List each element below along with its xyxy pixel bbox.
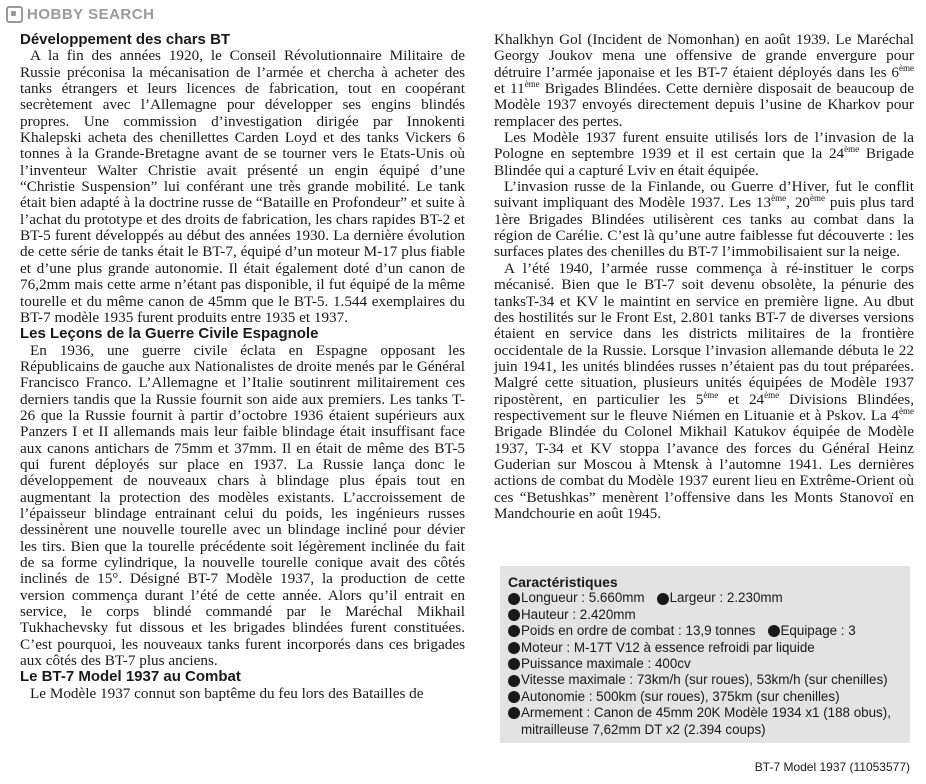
spec-row-autonomie — [508, 689, 902, 705]
heading-combat: Le BT-7 Model 1937 au Combat — [20, 668, 241, 686]
bullet-icon — [768, 625, 780, 637]
spec-poids: Poids en ordre de combat : 13,9 tonnes — [521, 623, 756, 639]
paragraph-developpement: A la fin des années 1920, le Conseil Révolutionnaire Militaire de Russie préconisa la mécanisation de l’armée et chercha à acheter des tanks étrangers et leurs licences de fabrication, tout en coopérant secrètement avec l’Allemagne pour développer ses engins blindés propres. Une commission d’investigation dirigée par Innokenti Khalepski acheta des chenillettes Carden Loyd et des tanks Vickers 6 tonnes à la Grande-Bretagne avant de se tourner vers le Etats-Unis où l’inventeur Walter Christie avait présenté un engin équipé d’une “Christie Suspension” lui conférant une très grande mobilité. Le tank était bien adapté à la doctrine russe de “Bataille en Profondeur” et suite à l’achat du prototype et des droits de fabrication, les chars rapides BT-2 et BT-5 furent développés au début des années 1930. La dernière évolution de cette série de tanks était le BT-7, équipé d’un moteur M-17 plus fiable et d’une plus grande autonomie. Il était également doté d’un canon de 76,2mm mais cette arme n’étant pas disponible, il fut équipé de la même tourelle et du même canon de 45mm que le BT-5. 1.544 exemplaires du BT-7 modèle 1935 furent produits entre 1935 et 1937. — [20, 47, 465, 326]
paragraph-finlande: L’invasion russe de la Finlande, ou Guerre d’Hiver, fut le conflit suivant impliquant des Modèle 1937. Les 13ème, 20ème puis plus tard 1ère Brigades Blindées utilisèrent ces tanks au combat dans la région de Carélie. C’est là qu’une autre faiblesse fut découverte : les surfaces plates des chenilles du BT-7 l’immobilisaient sur la neige. — [494, 178, 915, 261]
spec-moteur: Moteur : M-17T V12 à essence refroidi par liquide — [521, 639, 815, 655]
watermark-text: HOBBY SEARCH — [27, 5, 155, 23]
page-caption: BT-7 Model 1937 (11053577) — [754, 760, 910, 774]
heading-guerre-civile: Les Leçons de la Guerre Civile Espagnole — [20, 325, 319, 343]
paragraph-1940-1945: A l’été 1940, l’armée russe commença à ré-instituer le corps mécanisé. Bien que le BT-7 soit devenu obsolète, la pénurie des tanksT-34 et KV le maintint en service en première ligne. Au dbut des hostilités sur le Front Est, 2.801 tanks BT-7 de diverses versions étaient en service dans les districts militaires de la frontière occidentale de la Russie. Lorsque l’invasion allemande débuta le 22 juin 1941, les unités blindées russes n’étaient pas du tout préparées. Malgré cette situation, plusieurs unités équipées de Modèle 1937 ripostèrent, en particulier les 5ème et 24ème Divisions Blindées, respectivement sur le fleuve Niémen en Lituanie et à Pskov. La 4ème Brigade Blindée du Colonel Mikhail Katukov équipée de Modèle 1937, T-34 et KV stoppa l’avance des forces du Général Heinz Guderian sur Moscou à Mtensk à l’automne 1941. Les dernières actions de combat du Modèle 1937 eurent lieu en Extrême-Orient où ces “Betushkas” menèrent l’offensive dans les Monts Stanovoï en Mandchourie en août 1945. — [494, 259, 914, 522]
spec-row-moteur — [508, 640, 902, 656]
spec-puissance: Puissance maximale : 400cv — [521, 656, 691, 672]
bullet-icon — [508, 658, 520, 670]
spec-armement: Armement : Canon de 45mm 20K Modèle 1934 x1 (188 obus), — [521, 705, 891, 721]
spec-autonomie: Autonomie : 500km (sur roues), 375km (sur chenilles) — [521, 688, 840, 704]
spec-row-poids — [508, 623, 902, 639]
bullet-icon — [508, 691, 520, 703]
spec-row-vitesse — [508, 672, 902, 688]
bullet-icon — [508, 593, 520, 605]
bullet-icon — [508, 675, 520, 687]
bullet-icon — [508, 707, 520, 719]
spec-armement-continued: mitrailleuse 7,62mm DT x2 (2.394 coups) — [521, 721, 766, 737]
hobby-search-logo-icon — [6, 6, 23, 23]
left-column — [20, 32, 465, 702]
paragraph-pologne: Les Modèle 1937 furent ensuite utilisés lors de l’invasion de la Pologne en septembre 1939 et il est certain que la 24ème Brigade Blindée qui a capturé Lviv en était équipée. — [494, 129, 914, 179]
bullet-icon — [508, 609, 520, 621]
bullet-icon — [508, 625, 520, 637]
specifications-title: Caractéristiques — [508, 574, 618, 590]
spec-longueur: Longueur : 5.660mm — [521, 590, 645, 606]
bullet-icon — [508, 642, 520, 654]
spec-row-dimensions — [508, 590, 902, 606]
bullet-icon — [657, 593, 669, 605]
spec-vitesse: Vitesse maximale : 73km/h (sur roues), 53km/h (sur chenilles) — [521, 672, 888, 688]
specifications-box — [500, 566, 910, 743]
spec-hauteur: Hauteur : 2.420mm — [521, 606, 636, 622]
hobby-search-watermark — [6, 4, 154, 24]
right-column — [494, 32, 914, 522]
paragraph-guerre-civile: En 1936, une guerre civile éclata en Espagne opposant les Républicains de gauche aux Nationalistes de droite menés par le Général Francisco Franco. L’Allemagne et l’Italie soutinrent militairement ces derniers tandis que la Russie fournit son aide aux premiers. Les tanks T-26 que la Russie fournit à partir d’octobre 1936 étaient supérieurs aux Panzers I et II allemands mais leur faible blindage était insuffisant face aux canons antichars de 75mm et 37mm. Il en était de même des BT-5 qui furent déployés sur place en 1937. La Russie lança donc le développement de nouveaux chars à blindage plus épais tout en augmentant la protection des modèles existants. L’accroissement de l’épaisseur blindage entrainant celui du poids, les ingénieurs russes dessinèrent une nouvelle tourelle avec un blindage incliné pour dévier les tirs. Bien que la tourelle précédente soit légèrement inclinée du fait de sa forme cylindrique, la nouvelle tourelle conique avait des côtés inclinés de 15°. Désigné BT-7 Modèle 1937, la production de cette version commença durant l’été de cette année. Alors qu’il entrait en service, le corps blindé commandé par le Maréchal Mikhail Tukhachevsky fut dissous et les brigades blindées furent constituées. C’est pourquoi, les nouveaux tanks furent incorporés dans ces brigades aux côtés des BT-7 plus anciens. — [20, 341, 465, 670]
spec-equipage: Equipage : 3 — [780, 623, 856, 639]
paragraph-khalkhyn-gol: Khalkhyn Gol (Incident de Nomonhan) en août 1939. Le Maréchal Georgy Joukov mena une offensive de grande envergure pour détruire l’armée japonaise et les BT-7 étaient déployés dans les 6ème et 11ème Brigades Blindées. Cette dernière disposait de beaucoup de Modèle 1937 envoyés directement depuis l’usine de Kharkov pour remplacer des pertes. — [494, 31, 915, 130]
heading-developpement: Développement des chars BT — [20, 31, 231, 48]
spec-row-hauteur — [508, 607, 902, 623]
spec-largeur: Largeur : 2.230mm — [669, 590, 783, 606]
spec-row-puissance — [508, 656, 902, 672]
paragraph-combat-start: Le Modèle 1937 connut son baptême du feu lors des Batailles de — [30, 684, 424, 702]
spec-row-armement — [508, 705, 902, 721]
